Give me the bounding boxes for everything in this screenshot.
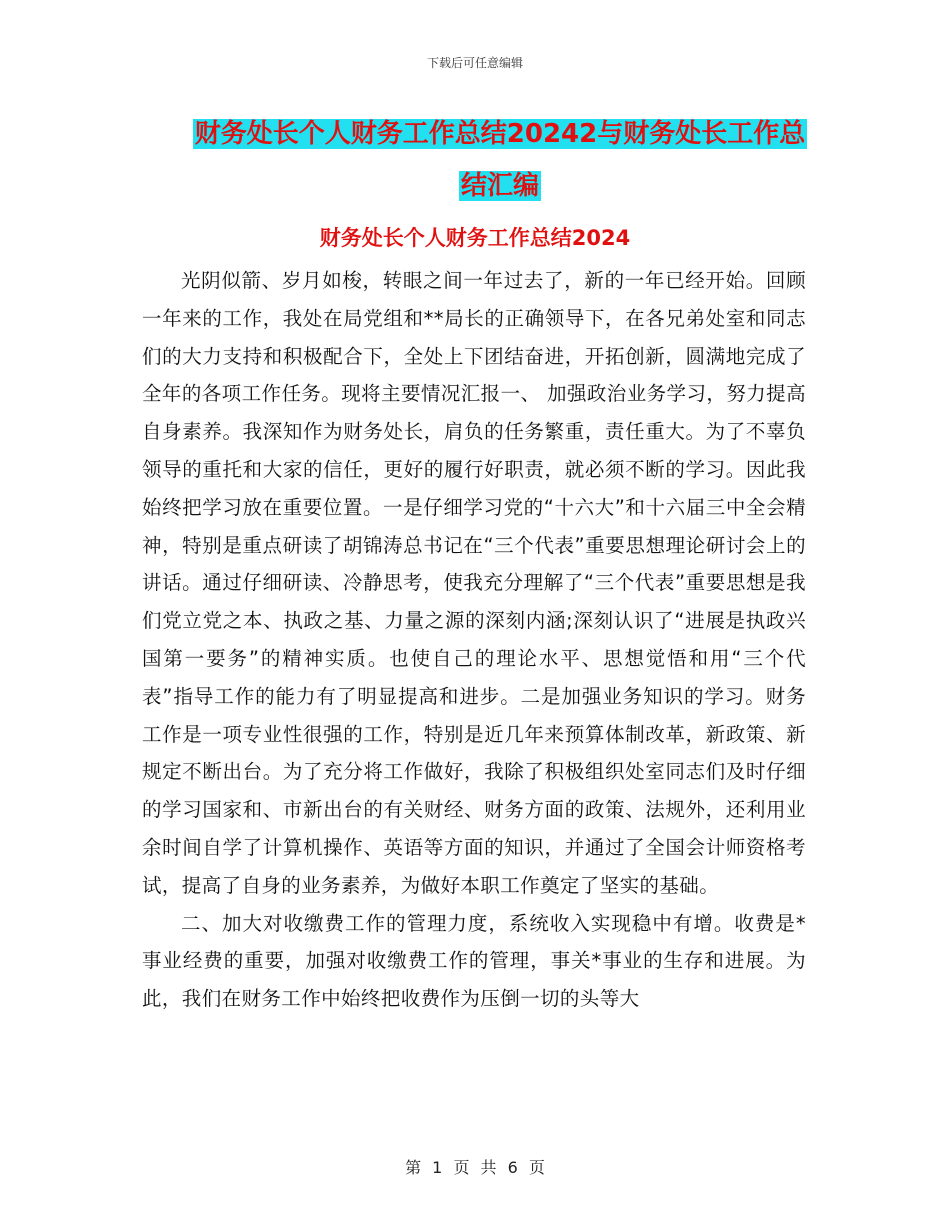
page-header-note: 下载后可任意编辑 bbox=[426, 56, 523, 70]
body-paragraph: 二、加大对收缴费工作的管理力度，系统收入实现稳中有增。收费是*事业经费的重要，加强对收缴费工作的管理，事关*事业的生存和进展。为此，我们在财务工作中始终把收费作为压倒一切的头等大 bbox=[142, 911, 806, 1011]
body-paragraph: 光阴似箭、岁月如梭，转眼之间一年过去了，新的一年已经开始。回顾一年来的工作，我处在局党组和**局长的正确领导下，在各兄弟处室和同志们的大力支持和积极配合下，全处上下团结奋进，开拓创新，圆满地完成了全年的各项工作任务。现将主要情况汇报一、 加强政治业务学习，努力提高自身素养。我深知作为财务处长，肩负的任务繁重，责任重大。为了不辜负领导的重托和大家的信任，更好的履行好职责，就必须不断的学习。因此我始终把学习放在重要位置。一是仔细学习党的“十六大”和十六届三中全会精神，特别是重点研读了胡锦涛总书记在“三个代表”重要思想理论研讨会上的讲话。通过仔细研读、冷静思考，使我充分理解了“三个代表”重要思想是我们党立党之本、执政之基、力量之源的深刻内涵;深刻认识了“进展是执政兴国第一要务”的精神实质。也使自己的理论水平、思想觉悟和用“三个代表”指导工作的能力有了明显提高和进步。二是加强业务知识的学习。财务工作是一项专业性很强的工作，特别是近几年来预算体制改革，新政策、新规定不断出台。为了充分将工作做好，我除了积极组织处室同志们及时仔细的学习国家和、市新出台的有关财经、财务方面的政策、法规外，还利用业余时间自学了计算机操作、英语等方面的知识，并通过了全国会计师资格考试，提高了自身的业务素养，为做好本职工作奠定了坚实的基础。 bbox=[142, 269, 806, 897]
document-body bbox=[142, 262, 806, 1018]
section-title: 财务处长个人财务工作总结2024 bbox=[319, 226, 631, 250]
document-title-line-1: 财务处长个人财务工作总结20242与财务处长工作总 bbox=[194, 119, 806, 149]
document-title-line-2: 结汇编 bbox=[460, 171, 539, 201]
page-number: 第 1 页 共 6 页 bbox=[405, 1158, 545, 1177]
document-title bbox=[160, 108, 840, 212]
